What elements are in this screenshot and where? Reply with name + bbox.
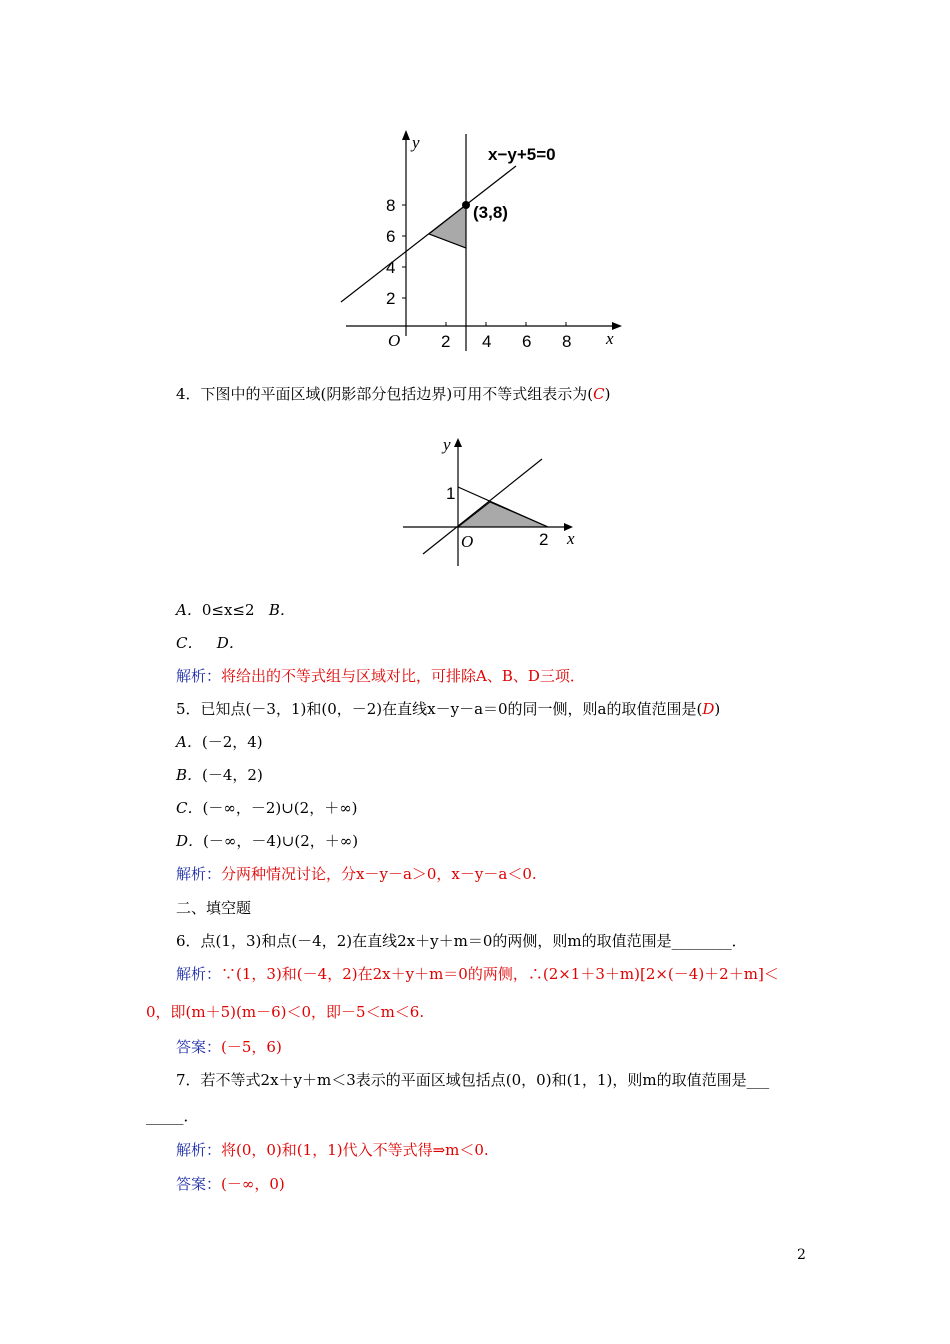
origin-label: O: [388, 331, 401, 350]
line-x-y-5: [341, 166, 516, 302]
q4-options-cd: C． D．: [176, 634, 244, 652]
q7-answer: 答案：(－∞，0): [176, 1175, 285, 1193]
section-title: 二、填空题: [176, 899, 252, 917]
y-tick-4: 4: [386, 258, 396, 277]
shaded-region: [429, 205, 466, 248]
q5-analysis: 解析：分两种情况讨论，分x－y－a＞0，x－y－a＜0.: [176, 865, 537, 883]
point-3-8: [462, 201, 470, 209]
x-tick-6: 6: [522, 332, 532, 351]
q4-question: 4．下图中的平面区域(阴影部分包括边界)可用不等式组表示为(C): [176, 385, 611, 403]
q7-analysis: 解析：将(0，0)和(1，1)代入不等式得⇒m＜0.: [176, 1141, 489, 1159]
q7-question-line1: 7．若不等式2x＋y＋m＜3表示的平面区域包括点(0，0)和(1，1)，则m的取值范围是___: [176, 1071, 770, 1089]
line-y-eq-x: [423, 459, 542, 554]
q6-analysis-line1: 解析：∵(1，3)和(－4，2)在2x＋y＋m＝0的两侧，∴(2×1＋3＋m)[2×(－4)＋2＋m]＜: [176, 965, 779, 983]
y-tick-8: 8: [386, 196, 396, 215]
x-tick-8: 8: [562, 332, 572, 351]
q6-analysis-line2: 0，即(m＋5)(m－6)＜0，即－5＜m＜6.: [146, 1003, 425, 1021]
point-label: (3,8): [473, 203, 508, 222]
y-axis-label: y: [412, 133, 420, 152]
x-axis-label: x: [567, 529, 575, 548]
shaded-triangle: [458, 502, 548, 527]
y-axis-arrow: [402, 130, 410, 140]
origin-label: O: [461, 532, 474, 551]
q4-analysis: 解析：将给出的不等式组与区域对比，可排除A、B、D三项．: [176, 667, 585, 685]
q5-option-c: C．(－∞，－2)∪(2，＋∞): [176, 799, 358, 817]
q5-answer: D: [702, 700, 715, 718]
figure-1-graph: [336, 126, 636, 356]
q7-question-line2: _____．: [146, 1107, 199, 1125]
y-tick-6: 6: [386, 227, 396, 246]
q5-option-b: B．(－4，2): [176, 766, 263, 784]
q6-question: 6．点(1，3)和点(－4，2)在直线2x＋y＋m＝0的两侧，则m的取值范围是________．: [176, 932, 747, 950]
line-label: x−y+5=0: [488, 145, 556, 164]
q4-options-ab: A．0≤x≤2 B．: [176, 601, 295, 619]
x-tick-2: 2: [441, 332, 451, 351]
y-tick-1: 1: [446, 484, 456, 503]
x-tick-2: 2: [539, 530, 549, 549]
q5-question: 5．已知点(－3，1)和(0，－2)在直线x－y－a＝0的同一侧，则a的取值范围是(D): [176, 700, 721, 718]
figure-2-graph: [395, 432, 595, 572]
page-number: 2: [797, 1247, 806, 1263]
x-axis-label: x: [606, 329, 614, 348]
x-tick-4: 4: [482, 332, 492, 351]
q4-answer: C: [593, 385, 605, 403]
y-tick-2: 2: [386, 289, 396, 308]
q5-option-d: D．(－∞，－4)∪(2，＋∞): [176, 832, 359, 850]
q5-option-a: A．(－2，4): [176, 733, 263, 751]
q6-answer: 答案：(－5，6): [176, 1038, 282, 1056]
y-axis-label: y: [443, 435, 451, 454]
